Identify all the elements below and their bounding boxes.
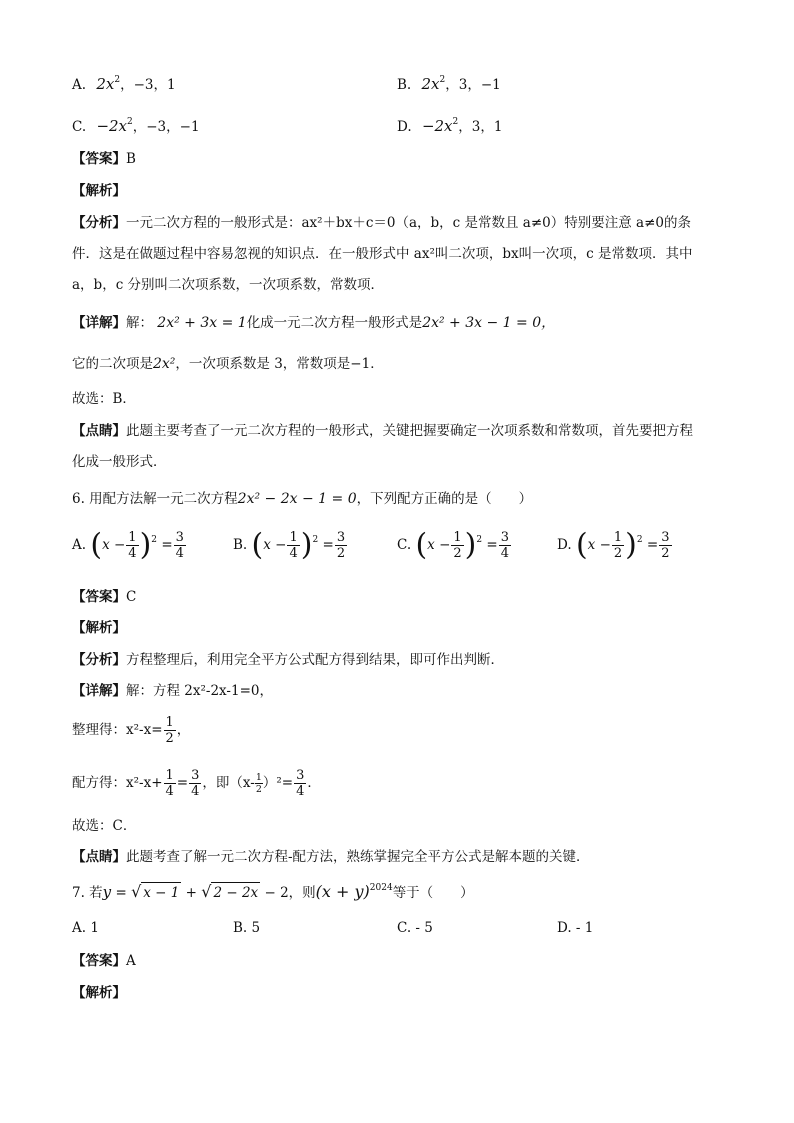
q5-option-a[interactable]: A. $2x^2$，−3，1 [72, 75, 176, 93]
q7-stem: 7. 若y = √ x − 1 + √ 2 − 2x − 2，则$(x + y)^{2024}$等于（ ） [72, 882, 474, 901]
q6-peifang: 配方得：x²-x+ $\frac{1}{4}$ = $\frac{3}{4}$ ，即（x- $\frac{1}{2}$ ）²= $\frac{3}{4}$ ． [72, 768, 321, 799]
q5-choose: 故选：B． [72, 391, 136, 407]
q5-option-d-term: $-2x^2$ [421, 117, 459, 135]
q7-option-b[interactable]: B. 5 [233, 920, 261, 936]
q6-zhengli: 整理得：x²-x= $\frac{1}{2}$ ， [72, 715, 191, 746]
q5-fenxi-line3: a，b，c 分别叫二次项系数，一次项系数，常数项． [72, 277, 385, 293]
q5-dianjing-line2: 化成一般形式． [72, 454, 167, 470]
q5-option-b[interactable]: B. $2x^2$，3，−1 [397, 75, 501, 93]
q5-option-b-term: $2x^2$ [421, 75, 446, 93]
q5-option-a-term: $2x^2$ [96, 75, 121, 93]
q5-answer: 【答案】B [72, 151, 136, 167]
q7-option-a[interactable]: A. 1 [72, 920, 99, 936]
q6-option-c[interactable]: C. (x − $\frac{1}{2}$ )$^2$ = $\frac{3}{4}$ [397, 527, 510, 563]
q5-option-c-term: $-2x^2$ [96, 117, 133, 135]
q6-analysis-heading: 【解析】 [72, 620, 126, 636]
q5-quad-line: 它的二次项是2x²，一次项系数是 3，常数项是−1． [72, 356, 384, 372]
q6-fenxi: 【分析】方程整理后，利用完全平方公式配方得到结果，即可作出判断． [72, 652, 504, 668]
q6-xiangjie: 【详解】解：方程 2x²-2x-1=0， [72, 683, 273, 699]
q5-analysis-heading: 【解析】 [72, 183, 126, 199]
q6-choose: 故选：C． [72, 818, 137, 834]
q6-answer: 【答案】C [72, 589, 137, 605]
q6-option-d[interactable]: D. (x − $\frac{1}{2}$ )$^2$ = $\frac{3}{2}$ [557, 527, 670, 563]
q5-fenxi-line1: 【分析】一元二次方程的一般形式是：ax²＋bx＋c＝0（a，b，c 是常数且 a≠0）特别要注意 a≠0的条 [72, 215, 692, 231]
q6-stem: 6. 用配方法解一元二次方程2x² − 2x − 1 = 0，下列配方正确的是（ ） [72, 491, 533, 507]
q5-fenxi-line2: 件．这是在做题过程中容易忽视的知识点．在一般形式中 ax²叫二次项，bx叫一次项，c 是常数项．其中 [72, 246, 693, 262]
q5-option-c[interactable]: C. $-2x^2$，−3，−1 [72, 117, 200, 135]
q5-dianjing-line1: 【点睛】此题主要考查了一元二次方程的一般形式，关键把握要确定一次项系数和常数项，首先要把方程 [72, 423, 693, 439]
q5-option-d[interactable]: D. $-2x^2$，3，1 [397, 117, 503, 135]
q7-analysis-heading: 【解析】 [72, 985, 126, 1001]
q6-option-b[interactable]: B. (x − $\frac{1}{4}$ )$^2$ = $\frac{3}{2}$ [233, 527, 346, 563]
q6-dianjing: 【点睛】此题考查了解一元二次方程-配方法，熟练掌握完全平方公式是解本题的关键． [72, 849, 590, 865]
q5-xiangjie: 【详解】解： 2x² + 3x = 1化成一元二次方程一般形式是2x² + 3x − 1 = 0， [72, 315, 556, 331]
q6-option-a[interactable]: A. (x − $\frac{1}{4}$ )$^2$ = $\frac{3}{4}$ [72, 527, 184, 563]
q7-option-d[interactable]: D. - 1 [557, 920, 594, 936]
q7-option-c[interactable]: C. - 5 [397, 920, 433, 936]
q7-answer: 【答案】A [72, 953, 136, 969]
